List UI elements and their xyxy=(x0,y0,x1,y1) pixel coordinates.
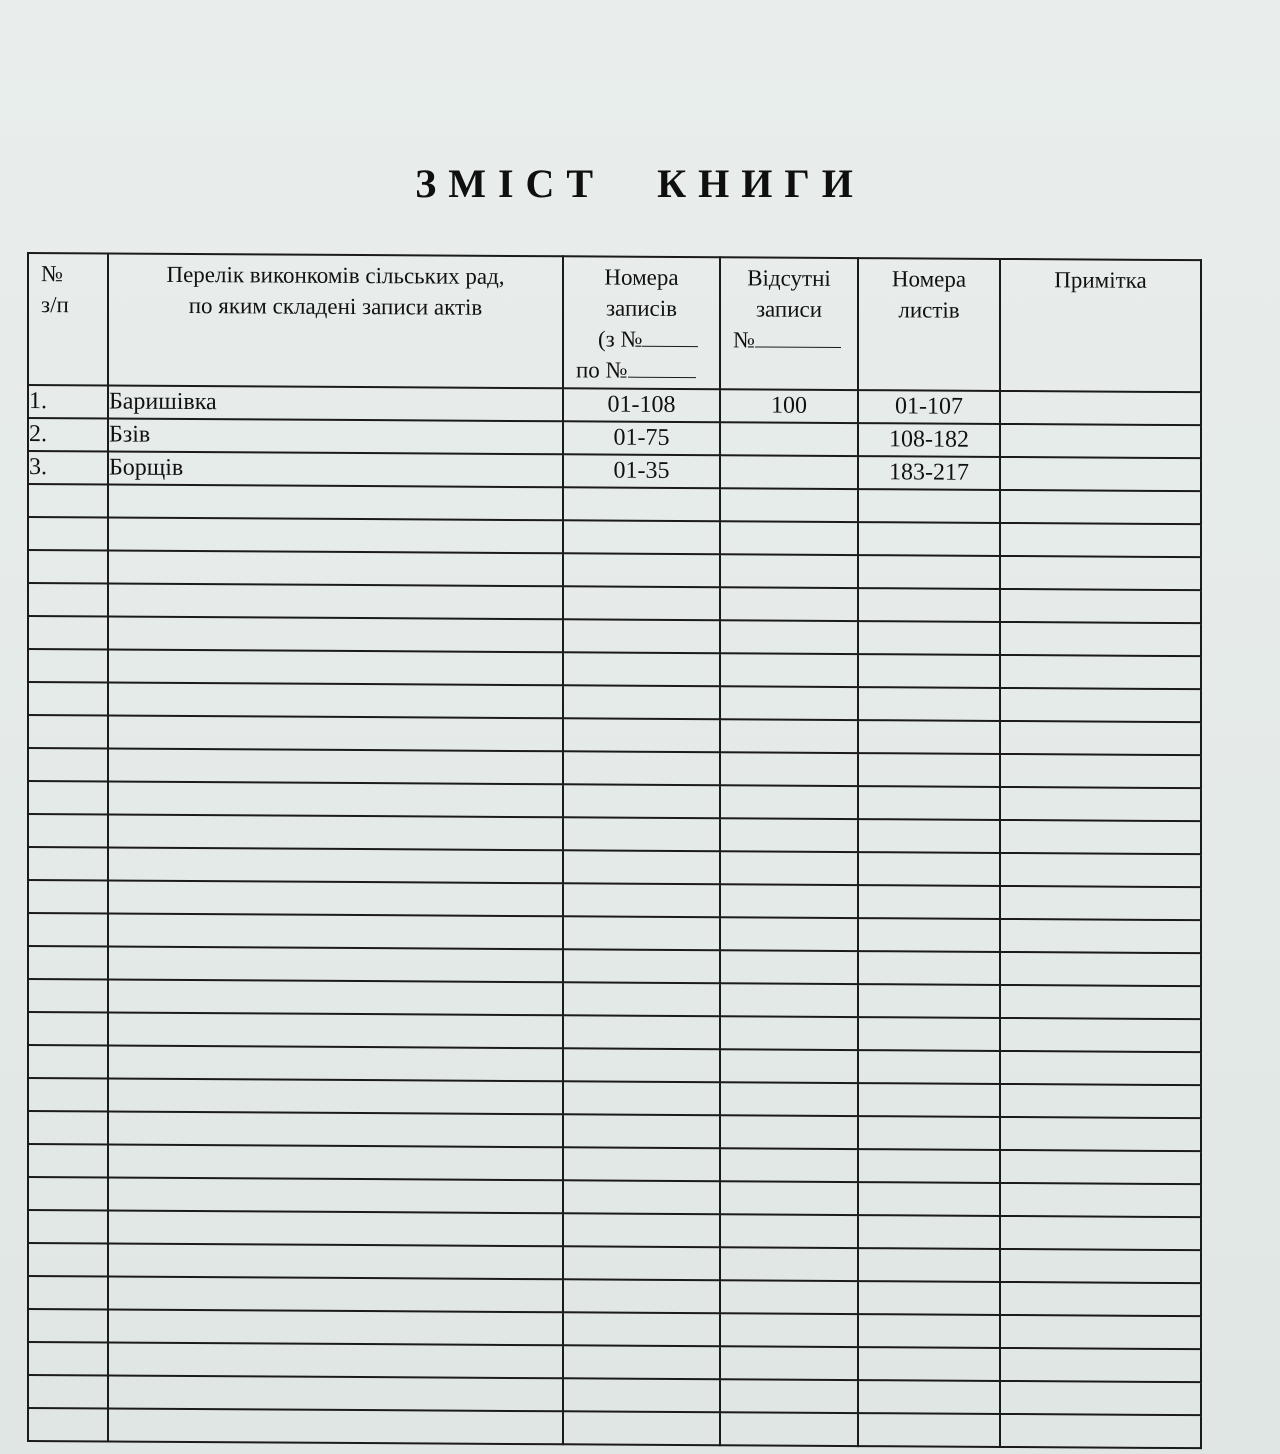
empty-cell xyxy=(1000,523,1201,557)
empty-cell xyxy=(1000,1084,1201,1118)
empty-cell xyxy=(28,1045,108,1078)
empty-cell xyxy=(108,550,563,586)
empty-cell xyxy=(563,916,720,950)
empty-cell xyxy=(858,1050,1000,1084)
empty-cell xyxy=(28,1276,108,1309)
empty-cell xyxy=(858,885,1000,919)
empty-cell xyxy=(1000,1051,1201,1085)
empty-cell xyxy=(28,517,108,550)
empty-cell xyxy=(1000,985,1201,1019)
empty-cell xyxy=(1000,556,1201,590)
row-records: 01-75 xyxy=(563,421,720,455)
empty-cell xyxy=(108,484,563,520)
row-name: Бзів xyxy=(108,418,563,454)
empty-cell xyxy=(720,719,858,753)
empty-cell xyxy=(1000,1150,1201,1184)
empty-cell xyxy=(563,586,720,620)
empty-cell xyxy=(28,682,108,715)
empty-cell xyxy=(1000,853,1201,887)
empty-cell xyxy=(28,484,108,517)
row-note xyxy=(1000,391,1201,425)
row-sheets: 108-182 xyxy=(858,423,1000,457)
empty-cell xyxy=(108,1177,563,1213)
empty-cell xyxy=(858,1182,1000,1216)
empty-cell xyxy=(108,517,563,553)
empty-cell xyxy=(858,753,1000,787)
empty-cell xyxy=(28,814,108,847)
empty-cell xyxy=(28,913,108,946)
empty-cell xyxy=(563,652,720,686)
empty-cell xyxy=(858,852,1000,886)
empty-cell xyxy=(1000,721,1201,755)
empty-cell xyxy=(720,1115,858,1149)
header-note: Примітка xyxy=(1000,259,1201,392)
empty-cell xyxy=(28,583,108,616)
empty-cell xyxy=(858,984,1000,1018)
empty-cell xyxy=(720,917,858,951)
empty-cell xyxy=(563,619,720,653)
empty-cell xyxy=(28,1342,108,1375)
empty-cell xyxy=(720,1181,858,1215)
empty-cell xyxy=(720,785,858,819)
empty-cell xyxy=(28,946,108,979)
empty-cell xyxy=(1000,1414,1201,1448)
row-num: 3. xyxy=(28,451,108,484)
empty-cell xyxy=(108,1144,563,1180)
empty-cell xyxy=(858,1413,1000,1447)
empty-cell xyxy=(563,1411,720,1445)
empty-cell xyxy=(28,1111,108,1144)
empty-cell xyxy=(858,1314,1000,1348)
contents-table xyxy=(27,252,1202,1449)
empty-cell xyxy=(1000,952,1201,986)
empty-cell xyxy=(108,1045,563,1081)
empty-cell xyxy=(108,1342,563,1378)
empty-cell xyxy=(563,1246,720,1280)
empty-cell xyxy=(858,1149,1000,1183)
empty-cell xyxy=(28,1210,108,1243)
header-num: № з/п xyxy=(28,253,108,385)
empty-cell xyxy=(1000,490,1201,524)
empty-cell xyxy=(563,850,720,884)
empty-cell xyxy=(28,1177,108,1210)
empty-cell xyxy=(108,814,563,850)
empty-cell xyxy=(858,819,1000,853)
empty-cell xyxy=(108,1111,563,1147)
empty-cell xyxy=(28,649,108,682)
empty-cell xyxy=(28,880,108,913)
empty-cell xyxy=(108,1078,563,1114)
row-records: 01-35 xyxy=(563,454,720,488)
row-num: 1. xyxy=(28,385,108,418)
row-sheets: 01-107 xyxy=(858,390,1000,424)
empty-cell xyxy=(108,1309,563,1345)
row-note xyxy=(1000,424,1201,458)
empty-cell xyxy=(720,554,858,588)
empty-cell xyxy=(563,520,720,554)
empty-cell xyxy=(28,748,108,781)
empty-cell xyxy=(563,1378,720,1412)
empty-cell xyxy=(858,951,1000,985)
empty-cell xyxy=(28,1012,108,1045)
row-note xyxy=(1000,457,1201,491)
empty-cell xyxy=(108,748,563,784)
empty-cell xyxy=(108,1243,563,1279)
empty-cell xyxy=(108,781,563,817)
empty-cell xyxy=(563,1114,720,1148)
empty-cell xyxy=(720,950,858,984)
empty-cell xyxy=(720,752,858,786)
empty-cell xyxy=(28,616,108,649)
empty-cell xyxy=(858,687,1000,721)
empty-cell xyxy=(858,1281,1000,1315)
empty-cell xyxy=(720,851,858,885)
empty-cell xyxy=(28,1309,108,1342)
header-list: Перелік виконкомів сільських рад, по яким складені записи актів xyxy=(108,253,563,388)
empty-cell xyxy=(720,686,858,720)
empty-cell xyxy=(28,1243,108,1276)
empty-cell xyxy=(1000,1249,1201,1283)
empty-cell xyxy=(563,1147,720,1181)
row-records: 01-108 xyxy=(563,388,720,422)
empty-cell xyxy=(858,621,1000,655)
empty-cell xyxy=(858,1083,1000,1117)
empty-cell xyxy=(28,979,108,1012)
empty-cell xyxy=(563,1312,720,1346)
empty-cell xyxy=(720,983,858,1017)
empty-cell xyxy=(858,918,1000,952)
page-title: ЗМІСТ КНИГИ xyxy=(415,161,865,206)
row-num: 2. xyxy=(28,418,108,451)
empty-cell xyxy=(28,1144,108,1177)
empty-cell xyxy=(1000,1117,1201,1151)
empty-cell xyxy=(858,555,1000,589)
empty-cell xyxy=(563,883,720,917)
empty-cell xyxy=(563,1048,720,1082)
row-missing xyxy=(720,422,858,456)
header-records: Номера записів (з № по № xyxy=(563,256,720,389)
empty-cell xyxy=(563,982,720,1016)
empty-cell xyxy=(108,979,563,1015)
empty-cell xyxy=(563,784,720,818)
empty-cell xyxy=(720,1016,858,1050)
empty-cell xyxy=(720,1082,858,1116)
empty-cell xyxy=(720,1346,858,1380)
empty-cell xyxy=(720,1313,858,1347)
empty-cell xyxy=(1000,919,1201,953)
empty-cell xyxy=(28,1375,108,1408)
empty-cell xyxy=(1000,1018,1201,1052)
empty-cell xyxy=(563,1081,720,1115)
empty-cell xyxy=(563,1015,720,1049)
empty-cell xyxy=(858,786,1000,820)
empty-cell xyxy=(108,715,563,751)
empty-cell xyxy=(108,1210,563,1246)
empty-cell xyxy=(1000,589,1201,623)
empty-cell xyxy=(563,751,720,785)
empty-cell xyxy=(720,488,858,522)
empty-cell xyxy=(858,1215,1000,1249)
empty-cell xyxy=(28,550,108,583)
empty-cell xyxy=(720,1247,858,1281)
empty-cell xyxy=(563,949,720,983)
empty-cell xyxy=(563,685,720,719)
empty-cell xyxy=(28,715,108,748)
empty-cell xyxy=(1000,622,1201,656)
empty-cell xyxy=(28,847,108,880)
empty-cell xyxy=(1000,1282,1201,1316)
empty-cell xyxy=(858,1380,1000,1414)
empty-cell xyxy=(1000,820,1201,854)
empty-cell xyxy=(563,1213,720,1247)
empty-cell xyxy=(720,620,858,654)
row-name: Борщів xyxy=(108,451,563,487)
empty-cell xyxy=(563,1345,720,1379)
empty-cell xyxy=(720,1049,858,1083)
empty-cell xyxy=(720,818,858,852)
empty-cell xyxy=(563,817,720,851)
empty-cell xyxy=(563,487,720,521)
empty-cell xyxy=(108,1408,563,1444)
empty-cell xyxy=(858,1248,1000,1282)
row-name: Баришівка xyxy=(108,385,563,421)
empty-cell xyxy=(1000,688,1201,722)
empty-cell xyxy=(28,1078,108,1111)
empty-cell xyxy=(1000,655,1201,689)
empty-cell xyxy=(858,1347,1000,1381)
empty-cell xyxy=(720,653,858,687)
empty-cell xyxy=(108,1375,563,1411)
empty-cell xyxy=(720,1148,858,1182)
header-sheets: Номера листів xyxy=(858,258,1000,391)
empty-cell xyxy=(28,781,108,814)
empty-cell xyxy=(858,522,1000,556)
empty-cell xyxy=(1000,1348,1201,1382)
empty-cell xyxy=(108,616,563,652)
empty-cell xyxy=(563,718,720,752)
empty-cell xyxy=(858,1116,1000,1150)
empty-cell xyxy=(720,1280,858,1314)
empty-cell xyxy=(720,1214,858,1248)
empty-cell xyxy=(108,946,563,982)
table-header-row xyxy=(28,253,1201,392)
empty-cell xyxy=(720,1412,858,1446)
empty-cell xyxy=(1000,1315,1201,1349)
empty-cell xyxy=(858,1017,1000,1051)
empty-cell xyxy=(108,847,563,883)
empty-cell xyxy=(1000,787,1201,821)
empty-cell xyxy=(1000,754,1201,788)
empty-cell xyxy=(28,1408,108,1441)
empty-cell xyxy=(1000,1381,1201,1415)
empty-cell xyxy=(108,682,563,718)
empty-cell xyxy=(563,1180,720,1214)
empty-cell xyxy=(720,521,858,555)
empty-cell xyxy=(108,649,563,685)
empty-cell xyxy=(720,884,858,918)
empty-cell xyxy=(108,880,563,916)
empty-cell xyxy=(563,553,720,587)
empty-cell xyxy=(108,913,563,949)
empty-cell xyxy=(720,1379,858,1413)
row-missing: 100 xyxy=(720,389,858,423)
empty-cell xyxy=(720,587,858,621)
empty-cell xyxy=(563,1279,720,1313)
row-missing xyxy=(720,455,858,489)
empty-cell xyxy=(108,1012,563,1048)
empty-cell xyxy=(108,1276,563,1312)
empty-cell xyxy=(858,489,1000,523)
empty-cell xyxy=(1000,1216,1201,1250)
empty-cell xyxy=(858,654,1000,688)
empty-table-row xyxy=(28,1408,1201,1448)
empty-cell xyxy=(858,720,1000,754)
header-missing: Відсутні записи № xyxy=(720,257,858,390)
row-sheets: 183-217 xyxy=(858,456,1000,490)
empty-cell xyxy=(1000,886,1201,920)
empty-cell xyxy=(858,588,1000,622)
empty-cell xyxy=(108,583,563,619)
empty-cell xyxy=(1000,1183,1201,1217)
